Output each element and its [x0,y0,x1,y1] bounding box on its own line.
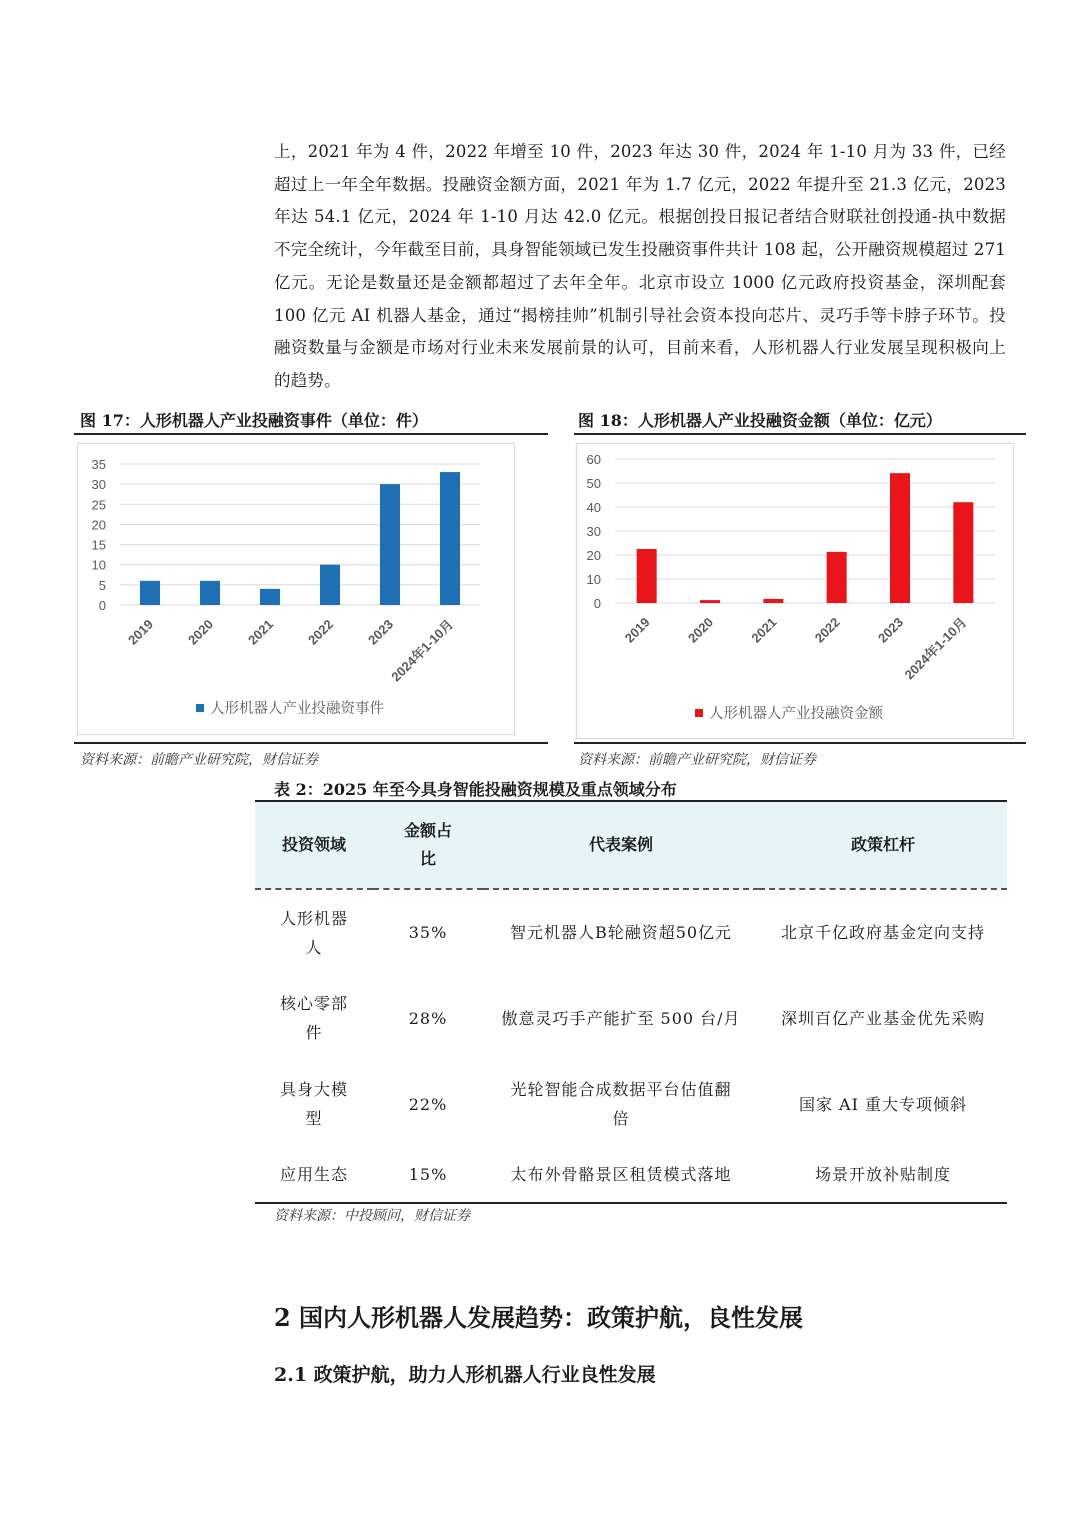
x-tick-label: 2024年1-10月 [901,614,970,683]
y-tick-label: 20 [586,548,601,563]
y-tick-label: 15 [91,537,106,553]
y-tick-label: 20 [91,517,106,533]
figure-17-top-rule [74,433,548,435]
chart-18 [577,444,1013,738]
figure-18-title: 图 18：人形机器人产业投融资金额（单位：亿元） [578,411,942,430]
y-tick-label: 10 [91,557,106,573]
cell-case: 太布外骨骼景区租赁模式落地 [483,1147,759,1203]
x-tick-label: 2020 [185,616,217,648]
cell-case: 傲意灵巧手产能扩至 500 台/月 [501,1008,741,1028]
section-heading: 2 国内人形机器人发展趋势：政策护航，良性发展 [274,1303,804,1332]
table-row [255,1061,1007,1147]
figure-17-source: 资料来源：前瞻产业研究院，财信证券 [80,752,318,768]
cell-policy: 北京千亿政府基金定向支持 [780,923,985,942]
bar [260,589,280,605]
y-tick-label: 35 [91,457,106,472]
header-amount-share: 金额占比 [373,801,483,889]
bar [637,549,657,603]
bar [380,484,400,605]
header-representative-case: 代表案例 [483,801,759,889]
cell-policy: 深圳百亿产业基金优先采购 [780,1008,985,1028]
bar [763,599,783,603]
figure-18-bottom-rule [574,742,1026,744]
y-tick-label: 60 [586,452,601,467]
cell-case: 光轮智能合成数据平台估值翻倍 [510,1080,732,1128]
cell-share: 15% [373,1147,483,1203]
cell-share: 22% [408,1094,448,1114]
cell-field: 核心零部件 [279,994,348,1042]
table-row [255,889,1007,975]
x-tick-label: 2023 [875,614,907,646]
legend-label: 人形机器人产业投融资金额 [709,706,883,722]
cell-policy: 国家 AI 重大专项倾斜 [798,1094,968,1114]
header-investment-field: 投资领域 [255,801,373,889]
y-tick-label: 40 [586,500,601,515]
bar [953,502,973,603]
table-row [255,975,1007,1061]
x-tick-label: 2019 [621,614,653,646]
bar [890,473,910,603]
y-tick-label: 0 [593,596,601,611]
figure-17-title: 图 17：人形机器人产业投融资事件（单位：件） [80,411,428,430]
y-tick-label: 25 [91,497,106,513]
bar [700,600,720,603]
table-row [255,1147,1007,1203]
header-policy-lever: 政策杠杆 [759,801,1007,889]
bar [827,552,847,603]
x-tick-label: 2021 [748,614,780,646]
body-paragraph: 上，2021 年为 4 件，2022 年增至 10 件，2023 年达 30 件，2024 年 1-10 月为 33 件，已经超过上一年全年数据。投融资金额方面，2021 年为 1.7 亿元，2022 年提升至 21.3 亿元，2023 年达 54.1 亿元，2024 年 1-10 月达 42.0 亿元。根据创投日报记者结合财联社创投通-执中数据不完全统计，今年截至目前，具身智能领域已发生投融资事件共计 108 起，公开融资规模超过 271 亿元。无论是数量还是金额都超过了去年全年。北京市设立 1000 亿元政府投资基金，深圳配套 100 亿元 AI 机器人基金，通过“揭榜挂帅”机制引导社会资本投向芯片、灵巧手等卡脖子环节。投融资数量与金额是市场对行业未来发展前景的认可，目前来看，人形机器人行业发展呈现积极向上的趋势。 [274,142,1006,390]
y-tick-label: 0 [98,598,106,613]
y-tick-label: 10 [586,572,601,587]
cell-field: 应用生态 [255,1147,373,1203]
bar [140,581,160,605]
x-tick-label: 2023 [365,616,397,648]
chart-17-container [77,443,515,735]
legend-label: 人形机器人产业投融资事件 [210,701,384,717]
x-tick-label: 2019 [125,616,157,648]
chart-17 [78,444,514,734]
legend-swatch [695,709,703,717]
cell-field: 具身大模型 [279,1080,348,1128]
cell-share: 28% [408,1008,448,1028]
table-header-row [255,801,1007,889]
x-tick-label: 2022 [811,614,843,646]
x-tick-label: 2021 [245,616,277,648]
figure-18-source: 资料来源：前瞻产业研究院，财信证券 [578,752,816,768]
y-tick-label: 5 [98,577,106,593]
bar [320,565,340,605]
x-tick-label: 2020 [685,614,717,646]
cell-policy: 场景开放补贴制度 [759,1147,1007,1203]
cell-case: 智元机器人B轮融资超50亿元 [509,923,733,942]
table-2-title: 表 2：2025 年至今具身智能投融资规模及重点领域分布 [274,780,677,799]
chart-18-container [576,443,1014,739]
y-tick-label: 30 [91,477,106,493]
subsection-heading: 2.1 政策护航，助力人形机器人行业良性发展 [274,1364,656,1386]
y-tick-label: 50 [586,476,601,491]
table-2-source: 资料来源：中投顾问，财信证券 [274,1208,470,1224]
bar [200,581,220,605]
legend-swatch [196,704,204,712]
x-tick-label: 2024年1-10月 [388,616,457,685]
figure-18-top-rule [574,433,1026,435]
cell-field: 人形机器人 [279,908,348,957]
x-tick-label: 2022 [305,616,337,648]
y-tick-label: 30 [586,524,601,539]
bar [440,472,460,605]
investment-table [255,800,1007,1204]
figure-17-bottom-rule [74,742,548,744]
cell-share: 35% [408,923,448,942]
